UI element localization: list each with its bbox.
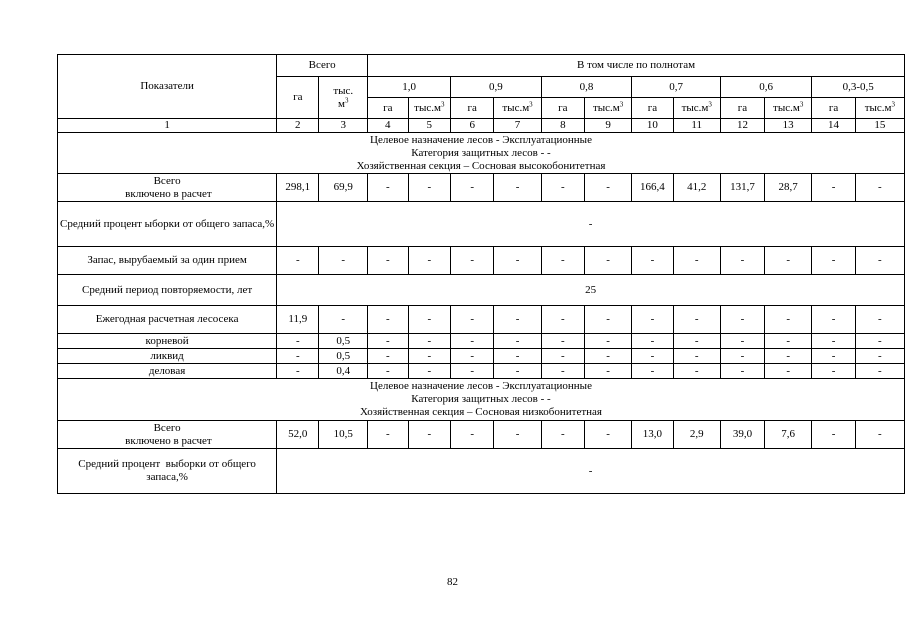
cell: 52,0	[277, 421, 319, 449]
cell: -	[632, 364, 673, 379]
cell: 10,5	[319, 421, 368, 449]
cell: -	[673, 364, 720, 379]
col-number: 4	[368, 119, 408, 133]
col-number: 3	[319, 119, 368, 133]
cell: -	[720, 306, 764, 334]
cell: 41,2	[673, 174, 720, 202]
col-number: 12	[720, 119, 764, 133]
cell: -	[541, 364, 584, 379]
cell: -	[812, 247, 855, 275]
section-purpose: Целевое назначение лесов - Эксплуатационные	[370, 133, 592, 146]
cell: -	[720, 349, 764, 364]
sub-ha: га	[720, 98, 764, 119]
row-label: Средний процент ыборки от общего запаса,%	[58, 202, 277, 247]
cell: -	[584, 364, 631, 379]
cell: -	[541, 174, 584, 202]
cell: -	[541, 421, 584, 449]
table-row	[58, 174, 905, 202]
sub-ha: га	[812, 98, 855, 119]
sub-ha: га	[541, 98, 584, 119]
cell: -	[765, 306, 812, 334]
header-including: В том числе по полнотам	[368, 55, 905, 77]
cell: -	[673, 349, 720, 364]
col-number: 15	[855, 119, 904, 133]
cell: -	[368, 334, 408, 349]
cell: -	[855, 334, 904, 349]
header-total-thous-m3: тыс. $м^3$	[319, 77, 368, 119]
cell: -	[494, 306, 541, 334]
table-row	[58, 247, 905, 275]
cell: -	[541, 349, 584, 364]
table-row	[58, 334, 905, 349]
section-category: Категория защитных лесов - -	[411, 393, 551, 405]
cell: -	[319, 247, 368, 275]
cell: -	[720, 364, 764, 379]
cell: -	[494, 349, 541, 364]
col-number: 10	[632, 119, 673, 133]
cell: 7,6	[765, 421, 812, 449]
col-number: 9	[584, 119, 631, 133]
cell: -	[855, 364, 904, 379]
sub-ha: га	[451, 98, 494, 119]
table-row	[58, 306, 905, 334]
cell: -	[812, 174, 855, 202]
cell: -	[584, 421, 631, 449]
cell: -	[408, 421, 451, 449]
cell: -	[765, 364, 812, 379]
cell: 131,7	[720, 174, 764, 202]
cell: -	[765, 334, 812, 349]
header-indicators: Показатели	[58, 55, 277, 119]
forest-table	[57, 54, 905, 494]
row-label: деловая	[58, 364, 277, 379]
sub-thous-m3: $тыс.м^3$	[408, 98, 451, 119]
col-number: 2	[277, 119, 319, 133]
row-label: корневой	[58, 334, 277, 349]
cell: -	[368, 349, 408, 364]
cell: -	[855, 349, 904, 364]
cell: -	[451, 349, 494, 364]
section-header	[58, 379, 905, 421]
density-0-6: 0,6	[720, 77, 811, 98]
cell: -	[812, 349, 855, 364]
cell: -	[408, 174, 451, 202]
row-label: Средний процент выборки от общего запаса,%	[58, 449, 277, 494]
sub-ha: га	[368, 98, 408, 119]
section-economic: Хозяйственная секция – Сосновая высокобонитетная	[356, 159, 606, 172]
sub-thous-m3: $тыс.м^3$	[855, 98, 904, 119]
cell: -	[451, 174, 494, 202]
row-label: ликвид	[58, 349, 277, 364]
cell: -	[584, 247, 631, 275]
row-label: Всего включено в расчет	[58, 174, 277, 202]
cell: -	[541, 306, 584, 334]
cell: 298,1	[277, 174, 319, 202]
cell: -	[277, 349, 319, 364]
cell: -	[812, 306, 855, 334]
col-number: 11	[673, 119, 720, 133]
row-label: Средний период повторяемости, лет	[58, 275, 277, 306]
cell: -	[277, 247, 319, 275]
header-total-ha: га	[277, 77, 319, 119]
cell: -	[368, 306, 408, 334]
table-row	[58, 421, 905, 449]
sub-ha: га	[632, 98, 673, 119]
cell: -	[812, 421, 855, 449]
cell: -	[584, 349, 631, 364]
cell: -	[632, 334, 673, 349]
cell: -	[855, 421, 904, 449]
cell: -	[720, 247, 764, 275]
cell: -	[408, 247, 451, 275]
col-number: 8	[541, 119, 584, 133]
cell: -	[632, 247, 673, 275]
cell: 11,9	[277, 306, 319, 334]
col-number: 13	[765, 119, 812, 133]
row-label: Запас, вырубаемый за один прием	[58, 247, 277, 275]
cell: 0,5	[319, 334, 368, 349]
cell: -	[319, 306, 368, 334]
cell: -	[812, 364, 855, 379]
cell: -	[584, 174, 631, 202]
cell: -	[494, 247, 541, 275]
col-number: 6	[451, 119, 494, 133]
cell: -	[673, 334, 720, 349]
row-label: Ежегодная расчетная лесосека	[58, 306, 277, 334]
cell: -	[584, 306, 631, 334]
cell: -	[451, 334, 494, 349]
density-0-9: 0,9	[451, 77, 542, 98]
merged-cell: -	[277, 202, 905, 247]
merged-cell: 25	[277, 275, 905, 306]
cell: -	[494, 421, 541, 449]
cell: -	[451, 306, 494, 334]
density-0-7: 0,7	[632, 77, 721, 98]
col-number: 14	[812, 119, 855, 133]
cell: -	[494, 174, 541, 202]
col-number: 5	[408, 119, 451, 133]
cell: -	[277, 364, 319, 379]
cell: -	[451, 247, 494, 275]
cell: -	[584, 334, 631, 349]
column-numbers-row	[58, 119, 905, 133]
cell: -	[812, 334, 855, 349]
cell: 28,7	[765, 174, 812, 202]
section-economic: Хозяйственная секция – Сосновая низкобонитетная	[359, 406, 602, 418]
cell: -	[408, 349, 451, 364]
density-0-3-0-5: 0,3-0,5	[812, 77, 905, 98]
sub-thous-m3: $тыс.м^3$	[584, 98, 631, 119]
cell: -	[451, 421, 494, 449]
cell: -	[408, 364, 451, 379]
cell: 69,9	[319, 174, 368, 202]
cell: -	[765, 349, 812, 364]
section-header	[58, 133, 905, 174]
section-purpose: Целевое назначение лесов - Эксплуатационные	[370, 380, 592, 392]
cell: -	[368, 247, 408, 275]
cell: -	[632, 349, 673, 364]
cell: -	[494, 334, 541, 349]
header-total: Всего	[277, 55, 368, 77]
cell: -	[494, 364, 541, 379]
cell: -	[368, 174, 408, 202]
cell: -	[368, 364, 408, 379]
page-number: 82	[447, 576, 458, 588]
merged-cell: -	[277, 449, 905, 494]
cell: -	[855, 174, 904, 202]
cell: -	[720, 334, 764, 349]
section-category: Категория защитных лесов - -	[411, 146, 551, 159]
sub-thous-m3: $тыс.м^3$	[673, 98, 720, 119]
cell: 2,9	[673, 421, 720, 449]
cell: -	[541, 247, 584, 275]
cell: -	[408, 334, 451, 349]
table-row	[58, 202, 905, 247]
cell: -	[765, 247, 812, 275]
cell: 0,5	[319, 349, 368, 364]
col-number: 1	[58, 119, 277, 133]
cell: 39,0	[720, 421, 764, 449]
cell: -	[855, 247, 904, 275]
cell: -	[673, 306, 720, 334]
cell: -	[673, 247, 720, 275]
sub-thous-m3: $тыс.м^3$	[765, 98, 812, 119]
table-row	[58, 449, 905, 494]
density-0-8: 0,8	[541, 77, 632, 98]
cell: 0,4	[319, 364, 368, 379]
cell: -	[408, 306, 451, 334]
cell: -	[541, 334, 584, 349]
sub-thous-m3: $тыс.м^3$	[494, 98, 541, 119]
density-1-0: 1,0	[368, 77, 451, 98]
cell: -	[277, 334, 319, 349]
cell: 13,0	[632, 421, 673, 449]
cell: -	[368, 421, 408, 449]
table-row	[58, 275, 905, 306]
table-row	[58, 364, 905, 379]
cell: -	[632, 306, 673, 334]
row-label: Всего включено в расчет	[58, 421, 277, 449]
cell: 166,4	[632, 174, 673, 202]
cell: -	[855, 306, 904, 334]
col-number: 7	[494, 119, 541, 133]
cell: -	[451, 364, 494, 379]
table-row	[58, 349, 905, 364]
